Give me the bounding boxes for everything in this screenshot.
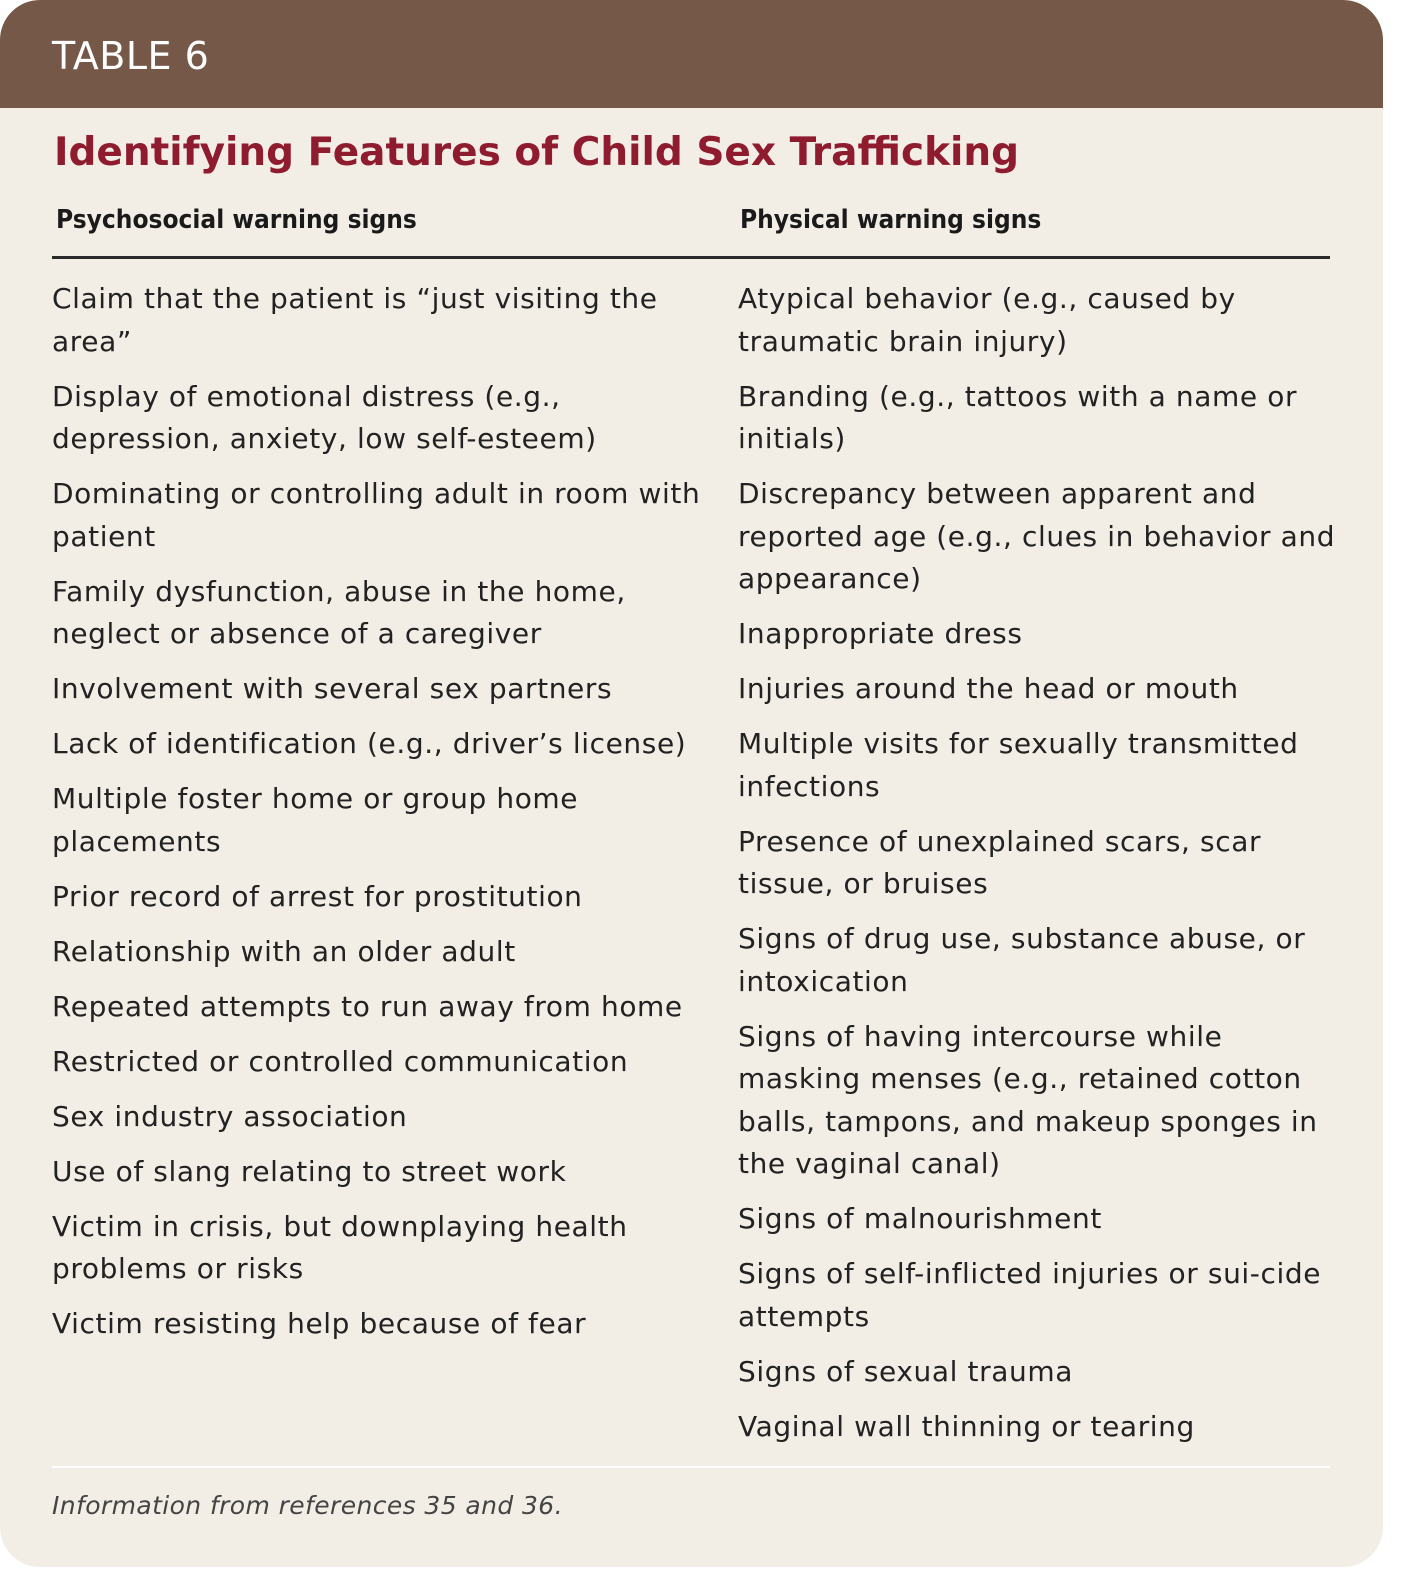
psychosocial-signs-list [52,278,702,1358]
list-item: Restricted or controlled communication [52,1044,629,1078]
list-item: Vaginal wall thinning or tearing [738,1409,1195,1443]
column-header-psychosocial: Psychosocial warning signs [56,205,417,235]
list-item: Claim that the patient is “just visiting the area” [52,282,658,358]
header-divider [52,256,1330,259]
list-item: Inappropriate dress [738,617,1023,650]
physical-signs-list [738,278,1343,1461]
list-item: Injuries around the head or mouth [738,672,1239,705]
table-title: Identifying Features of Child Sex Trafficking [54,130,1020,175]
list-item: Presence of unexplained scars, scar tissue, or bruises [738,824,1262,900]
column-header-physical: Physical warning signs [740,205,1042,235]
list-item: Dominating or controlling adult in room with patient [52,477,701,553]
list-item: Multiple foster home or group home placements [52,782,579,858]
list-item: Victim resisting help because of fear [52,1307,587,1340]
list-item: Involvement with several sex partners [52,672,613,705]
list-item: Victim in crisis, but downplaying health problems or risks [52,1209,628,1285]
list-item: Prior record of arrest for prostitution [52,879,583,913]
list-item: Relationship with an older adult [52,934,516,968]
list-item: Sex industry association [52,1099,408,1133]
list-item: Signs of sexual trauma [738,1354,1073,1388]
list-item: Signs of self-inflicted injuries or sui-cide attempts [738,1257,1322,1333]
list-item: Family dysfunction, abuse in the home, neglect or absence of a caregiver [52,574,626,650]
list-item: Atypical behavior (e.g., caused by traumatic brain injury) [738,282,1236,358]
table-footnote: Information from references 35 and 36. [52,1491,563,1520]
list-item: Signs of malnourishment [738,1202,1102,1235]
list-item: Discrepancy between apparent and reported age (e.g., clues in behavior and appearance) [738,477,1336,595]
list-item: Repeated attempts to run away from home [52,989,683,1023]
table-label-bar [0,0,1383,108]
footer-divider [52,1466,1330,1468]
list-item: Branding (e.g., tattoos with a name or initials) [738,379,1298,455]
list-item: Use of slang relating to street work [52,1154,567,1188]
list-item: Signs of drug use, substance abuse, or intoxication [738,922,1306,998]
list-item: Signs of having intercourse while masking menses (e.g., retained cotton balls, tampons, and makeup sponges in the vaginal canal) [738,1019,1318,1180]
list-item: Display of emotional distress (e.g., depression, anxiety, low self-esteem) [52,379,597,455]
list-item: Multiple visits for sexually transmitted infections [738,727,1299,803]
table-label: TABLE 6 [52,34,210,78]
list-item: Lack of identification (e.g., driver’s license) [52,727,687,760]
